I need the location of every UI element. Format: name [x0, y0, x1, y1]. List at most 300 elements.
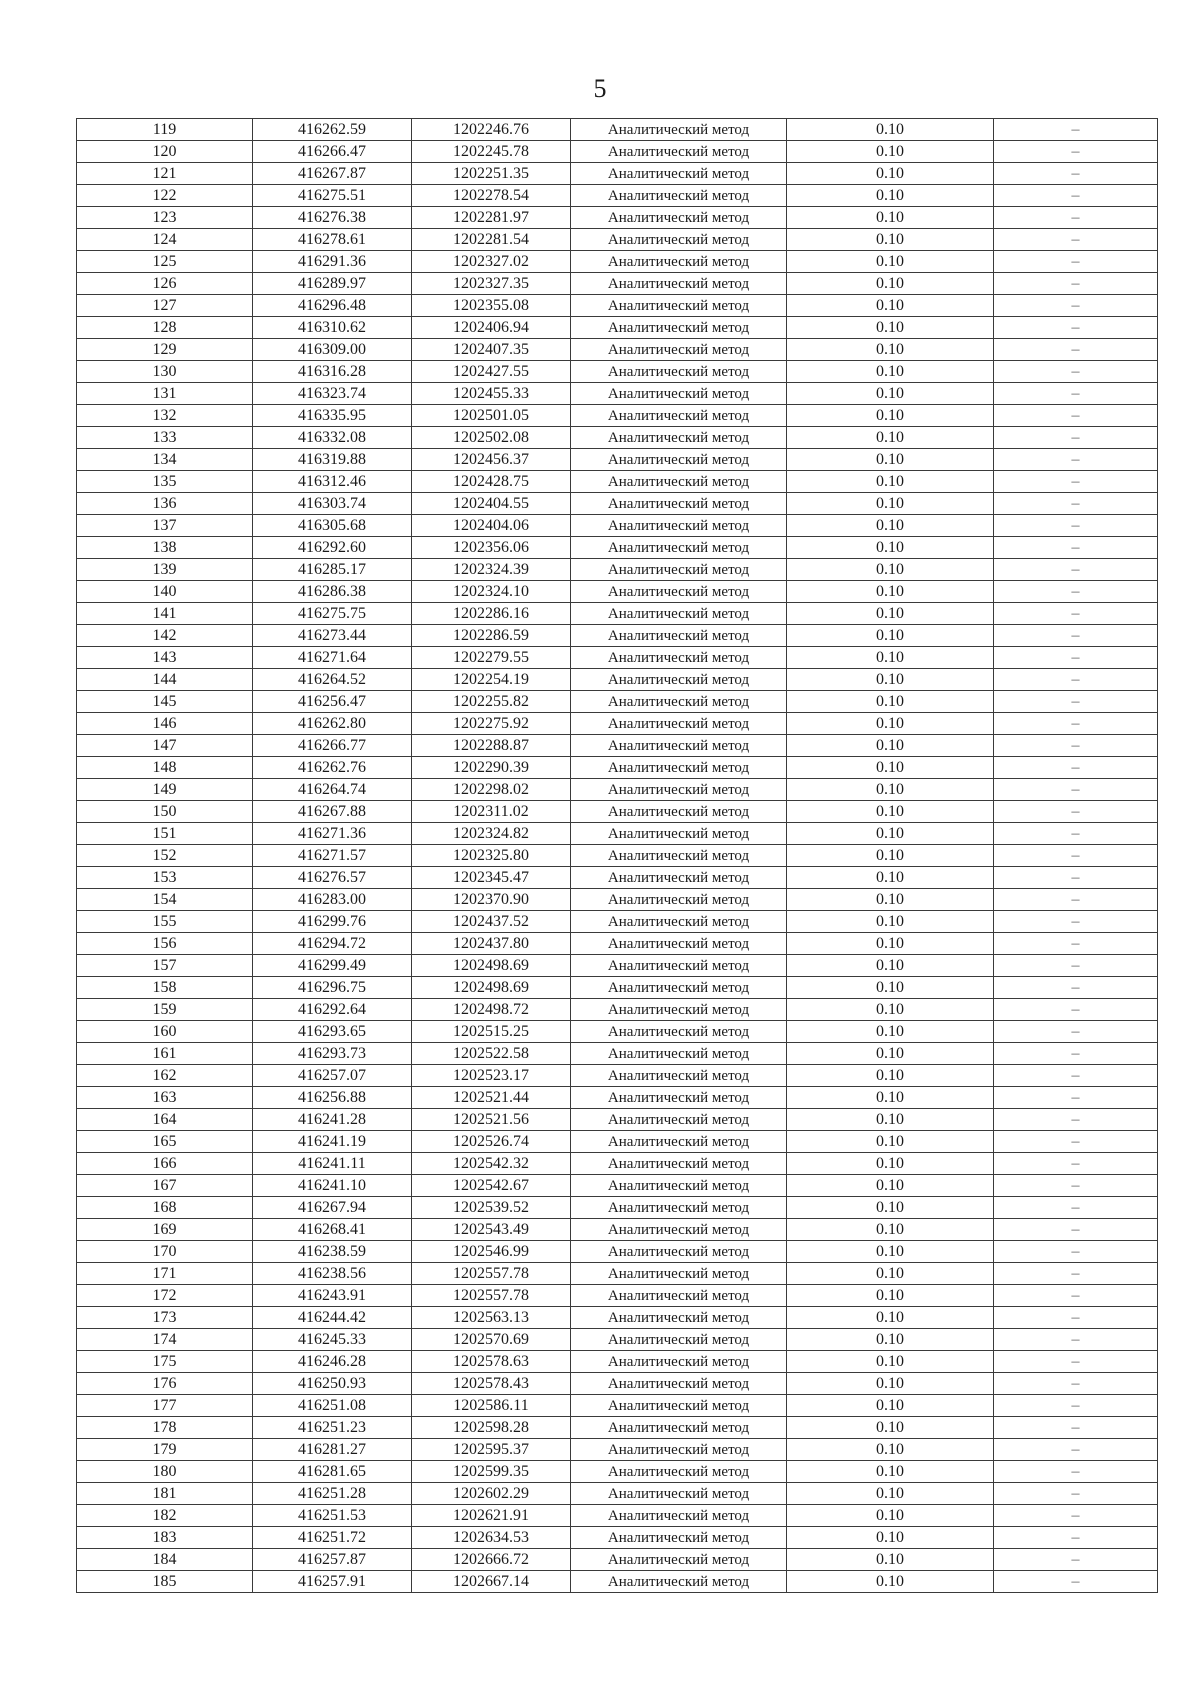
method-cell: Аналитический метод	[571, 1219, 787, 1241]
accuracy-cell: 0.10	[787, 1417, 994, 1439]
accuracy-cell: 0.10	[787, 713, 994, 735]
accuracy-cell: 0.10	[787, 757, 994, 779]
note-cell: –	[994, 625, 1158, 647]
accuracy-cell: 0.10	[787, 1395, 994, 1417]
note-cell: –	[994, 1109, 1158, 1131]
note-cell: –	[994, 163, 1158, 185]
accuracy-cell: 0.10	[787, 229, 994, 251]
x-coordinate-cell: 416238.56	[253, 1263, 412, 1285]
accuracy-cell: 0.10	[787, 295, 994, 317]
point-number-cell: 159	[77, 999, 253, 1021]
table-row	[77, 999, 1158, 1021]
point-number-cell: 143	[77, 647, 253, 669]
table-row	[77, 911, 1158, 933]
method-cell: Аналитический метод	[571, 1241, 787, 1263]
note-cell: –	[994, 251, 1158, 273]
point-number-cell: 137	[77, 515, 253, 537]
note-cell: –	[994, 559, 1158, 581]
table-row	[77, 141, 1158, 163]
note-cell: –	[994, 207, 1158, 229]
point-number-cell: 150	[77, 801, 253, 823]
accuracy-cell: 0.10	[787, 1549, 994, 1571]
y-coordinate-cell: 1202281.54	[412, 229, 571, 251]
method-cell: Аналитический метод	[571, 669, 787, 691]
note-cell: –	[994, 1153, 1158, 1175]
accuracy-cell: 0.10	[787, 1329, 994, 1351]
method-cell: Аналитический метод	[571, 1505, 787, 1527]
point-number-cell: 144	[77, 669, 253, 691]
accuracy-cell: 0.10	[787, 493, 994, 515]
note-cell: –	[994, 295, 1158, 317]
point-number-cell: 168	[77, 1197, 253, 1219]
point-number-cell: 154	[77, 889, 253, 911]
y-coordinate-cell: 1202521.44	[412, 1087, 571, 1109]
x-coordinate-cell: 416271.36	[253, 823, 412, 845]
point-number-cell: 136	[77, 493, 253, 515]
y-coordinate-cell: 1202327.35	[412, 273, 571, 295]
note-cell: –	[994, 537, 1158, 559]
note-cell: –	[994, 1197, 1158, 1219]
x-coordinate-cell: 416291.36	[253, 251, 412, 273]
x-coordinate-cell: 416241.28	[253, 1109, 412, 1131]
y-coordinate-cell: 1202522.58	[412, 1043, 571, 1065]
note-cell: –	[994, 889, 1158, 911]
method-cell: Аналитический метод	[571, 1417, 787, 1439]
point-number-cell: 176	[77, 1373, 253, 1395]
x-coordinate-cell: 416316.28	[253, 361, 412, 383]
method-cell: Аналитический метод	[571, 1461, 787, 1483]
point-number-cell: 155	[77, 911, 253, 933]
accuracy-cell: 0.10	[787, 1087, 994, 1109]
y-coordinate-cell: 1202288.87	[412, 735, 571, 757]
accuracy-cell: 0.10	[787, 141, 994, 163]
table-row	[77, 581, 1158, 603]
note-cell: –	[994, 1351, 1158, 1373]
point-number-cell: 184	[77, 1549, 253, 1571]
accuracy-cell: 0.10	[787, 1483, 994, 1505]
x-coordinate-cell: 416286.38	[253, 581, 412, 603]
note-cell: –	[994, 955, 1158, 977]
method-cell: Аналитический метод	[571, 1373, 787, 1395]
note-cell: –	[994, 867, 1158, 889]
point-number-cell: 156	[77, 933, 253, 955]
point-number-cell: 157	[77, 955, 253, 977]
x-coordinate-cell: 416309.00	[253, 339, 412, 361]
method-cell: Аналитический метод	[571, 1285, 787, 1307]
y-coordinate-cell: 1202324.10	[412, 581, 571, 603]
y-coordinate-cell: 1202281.97	[412, 207, 571, 229]
method-cell: Аналитический метод	[571, 559, 787, 581]
y-coordinate-cell: 1202455.33	[412, 383, 571, 405]
y-coordinate-cell: 1202586.11	[412, 1395, 571, 1417]
note-cell: –	[994, 1571, 1158, 1593]
x-coordinate-cell: 416296.48	[253, 295, 412, 317]
point-number-cell: 140	[77, 581, 253, 603]
method-cell: Аналитический метод	[571, 823, 787, 845]
x-coordinate-cell: 416266.47	[253, 141, 412, 163]
method-cell: Аналитический метод	[571, 735, 787, 757]
y-coordinate-cell: 1202557.78	[412, 1285, 571, 1307]
table-row	[77, 119, 1158, 141]
x-coordinate-cell: 416256.88	[253, 1087, 412, 1109]
accuracy-cell: 0.10	[787, 801, 994, 823]
x-coordinate-cell: 416256.47	[253, 691, 412, 713]
page-number: 5	[593, 74, 607, 103]
table-row	[77, 185, 1158, 207]
accuracy-cell: 0.10	[787, 955, 994, 977]
accuracy-cell: 0.10	[787, 1307, 994, 1329]
point-number-cell: 121	[77, 163, 253, 185]
method-cell: Аналитический метод	[571, 1043, 787, 1065]
table-row	[77, 713, 1158, 735]
accuracy-cell: 0.10	[787, 977, 994, 999]
y-coordinate-cell: 1202327.02	[412, 251, 571, 273]
method-cell: Аналитический метод	[571, 999, 787, 1021]
point-number-cell: 129	[77, 339, 253, 361]
point-number-cell: 185	[77, 1571, 253, 1593]
y-coordinate-cell: 1202539.52	[412, 1197, 571, 1219]
point-number-cell: 130	[77, 361, 253, 383]
x-coordinate-cell: 416271.57	[253, 845, 412, 867]
method-cell: Аналитический метод	[571, 1087, 787, 1109]
accuracy-cell: 0.10	[787, 603, 994, 625]
point-number-cell: 147	[77, 735, 253, 757]
y-coordinate-cell: 1202245.78	[412, 141, 571, 163]
x-coordinate-cell: 416250.93	[253, 1373, 412, 1395]
y-coordinate-cell: 1202599.35	[412, 1461, 571, 1483]
method-cell: Аналитический метод	[571, 229, 787, 251]
x-coordinate-cell: 416296.75	[253, 977, 412, 999]
method-cell: Аналитический метод	[571, 339, 787, 361]
table-row	[77, 1373, 1158, 1395]
method-cell: Аналитический метод	[571, 1395, 787, 1417]
y-coordinate-cell: 1202456.37	[412, 449, 571, 471]
accuracy-cell: 0.10	[787, 405, 994, 427]
x-coordinate-cell: 416273.44	[253, 625, 412, 647]
table-row	[77, 163, 1158, 185]
y-coordinate-cell: 1202595.37	[412, 1439, 571, 1461]
accuracy-cell: 0.10	[787, 207, 994, 229]
method-cell: Аналитический метод	[571, 207, 787, 229]
x-coordinate-cell: 416251.72	[253, 1527, 412, 1549]
note-cell: –	[994, 1461, 1158, 1483]
table-row	[77, 735, 1158, 757]
table-row	[77, 493, 1158, 515]
point-number-cell: 152	[77, 845, 253, 867]
y-coordinate-cell: 1202546.99	[412, 1241, 571, 1263]
note-cell: –	[994, 1549, 1158, 1571]
note-cell: –	[994, 691, 1158, 713]
y-coordinate-cell: 1202502.08	[412, 427, 571, 449]
accuracy-cell: 0.10	[787, 559, 994, 581]
y-coordinate-cell: 1202255.82	[412, 691, 571, 713]
table-row	[77, 537, 1158, 559]
method-cell: Аналитический метод	[571, 779, 787, 801]
x-coordinate-cell: 416305.68	[253, 515, 412, 537]
accuracy-cell: 0.10	[787, 1527, 994, 1549]
note-cell: –	[994, 273, 1158, 295]
method-cell: Аналитический метод	[571, 801, 787, 823]
accuracy-cell: 0.10	[787, 1219, 994, 1241]
x-coordinate-cell: 416241.19	[253, 1131, 412, 1153]
accuracy-cell: 0.10	[787, 1153, 994, 1175]
x-coordinate-cell: 416299.76	[253, 911, 412, 933]
x-coordinate-cell: 416262.59	[253, 119, 412, 141]
note-cell: –	[994, 845, 1158, 867]
y-coordinate-cell: 1202602.29	[412, 1483, 571, 1505]
x-coordinate-cell: 416267.87	[253, 163, 412, 185]
point-number-cell: 145	[77, 691, 253, 713]
method-cell: Аналитический метод	[571, 1549, 787, 1571]
y-coordinate-cell: 1202254.19	[412, 669, 571, 691]
method-cell: Аналитический метод	[571, 1263, 787, 1285]
x-coordinate-cell: 416257.91	[253, 1571, 412, 1593]
table-row	[77, 339, 1158, 361]
method-cell: Аналитический метод	[571, 405, 787, 427]
table-row	[77, 1219, 1158, 1241]
accuracy-cell: 0.10	[787, 889, 994, 911]
method-cell: Аналитический метод	[571, 911, 787, 933]
table-row	[77, 603, 1158, 625]
y-coordinate-cell: 1202498.69	[412, 955, 571, 977]
point-number-cell: 174	[77, 1329, 253, 1351]
point-number-cell: 163	[77, 1087, 253, 1109]
accuracy-cell: 0.10	[787, 1285, 994, 1307]
point-number-cell: 125	[77, 251, 253, 273]
y-coordinate-cell: 1202345.47	[412, 867, 571, 889]
point-number-cell: 161	[77, 1043, 253, 1065]
accuracy-cell: 0.10	[787, 647, 994, 669]
table-row	[77, 801, 1158, 823]
note-cell: –	[994, 647, 1158, 669]
point-number-cell: 119	[77, 119, 253, 141]
point-number-cell: 175	[77, 1351, 253, 1373]
accuracy-cell: 0.10	[787, 1021, 994, 1043]
method-cell: Аналитический метод	[571, 493, 787, 515]
y-coordinate-cell: 1202523.17	[412, 1065, 571, 1087]
note-cell: –	[994, 603, 1158, 625]
method-cell: Аналитический метод	[571, 955, 787, 977]
x-coordinate-cell: 416245.33	[253, 1329, 412, 1351]
x-coordinate-cell: 416244.42	[253, 1307, 412, 1329]
table-row	[77, 1483, 1158, 1505]
table-row	[77, 1285, 1158, 1307]
x-coordinate-cell: 416243.91	[253, 1285, 412, 1307]
coordinates-table-body	[77, 119, 1158, 1593]
method-cell: Аналитический метод	[571, 1439, 787, 1461]
accuracy-cell: 0.10	[787, 1241, 994, 1263]
y-coordinate-cell: 1202407.35	[412, 339, 571, 361]
note-cell: –	[994, 449, 1158, 471]
x-coordinate-cell: 416281.27	[253, 1439, 412, 1461]
method-cell: Аналитический метод	[571, 295, 787, 317]
note-cell: –	[994, 119, 1158, 141]
table-row	[77, 867, 1158, 889]
accuracy-cell: 0.10	[787, 845, 994, 867]
table-row	[77, 251, 1158, 273]
y-coordinate-cell: 1202578.63	[412, 1351, 571, 1373]
y-coordinate-cell: 1202275.92	[412, 713, 571, 735]
method-cell: Аналитический метод	[571, 845, 787, 867]
point-number-cell: 122	[77, 185, 253, 207]
accuracy-cell: 0.10	[787, 999, 994, 1021]
point-number-cell: 134	[77, 449, 253, 471]
x-coordinate-cell: 416276.57	[253, 867, 412, 889]
table-row	[77, 471, 1158, 493]
note-cell: –	[994, 713, 1158, 735]
point-number-cell: 139	[77, 559, 253, 581]
y-coordinate-cell: 1202498.69	[412, 977, 571, 999]
x-coordinate-cell: 416275.75	[253, 603, 412, 625]
accuracy-cell: 0.10	[787, 273, 994, 295]
y-coordinate-cell: 1202428.75	[412, 471, 571, 493]
note-cell: –	[994, 317, 1158, 339]
note-cell: –	[994, 1175, 1158, 1197]
note-cell: –	[994, 405, 1158, 427]
table-row	[77, 691, 1158, 713]
point-number-cell: 124	[77, 229, 253, 251]
accuracy-cell: 0.10	[787, 691, 994, 713]
y-coordinate-cell: 1202355.08	[412, 295, 571, 317]
accuracy-cell: 0.10	[787, 537, 994, 559]
table-row	[77, 823, 1158, 845]
table-row	[77, 757, 1158, 779]
point-number-cell: 177	[77, 1395, 253, 1417]
x-coordinate-cell: 416257.07	[253, 1065, 412, 1087]
y-coordinate-cell: 1202324.39	[412, 559, 571, 581]
accuracy-cell: 0.10	[787, 471, 994, 493]
y-coordinate-cell: 1202290.39	[412, 757, 571, 779]
method-cell: Аналитический метод	[571, 1153, 787, 1175]
note-cell: –	[994, 1483, 1158, 1505]
note-cell: –	[994, 779, 1158, 801]
note-cell: –	[994, 493, 1158, 515]
x-coordinate-cell: 416241.10	[253, 1175, 412, 1197]
table-row	[77, 427, 1158, 449]
method-cell: Аналитический метод	[571, 889, 787, 911]
method-cell: Аналитический метод	[571, 581, 787, 603]
x-coordinate-cell: 416278.61	[253, 229, 412, 251]
point-number-cell: 158	[77, 977, 253, 999]
table-row	[77, 889, 1158, 911]
table-row	[77, 1571, 1158, 1593]
method-cell: Аналитический метод	[571, 1329, 787, 1351]
y-coordinate-cell: 1202356.06	[412, 537, 571, 559]
table-row	[77, 1505, 1158, 1527]
method-cell: Аналитический метод	[571, 1307, 787, 1329]
point-number-cell: 179	[77, 1439, 253, 1461]
table-row	[77, 1043, 1158, 1065]
method-cell: Аналитический метод	[571, 1527, 787, 1549]
table-row	[77, 317, 1158, 339]
y-coordinate-cell: 1202666.72	[412, 1549, 571, 1571]
table-row	[77, 1153, 1158, 1175]
point-number-cell: 178	[77, 1417, 253, 1439]
method-cell: Аналитический метод	[571, 185, 787, 207]
y-coordinate-cell: 1202278.54	[412, 185, 571, 207]
accuracy-cell: 0.10	[787, 163, 994, 185]
x-coordinate-cell: 416319.88	[253, 449, 412, 471]
point-number-cell: 172	[77, 1285, 253, 1307]
table-row	[77, 779, 1158, 801]
point-number-cell: 148	[77, 757, 253, 779]
y-coordinate-cell: 1202526.74	[412, 1131, 571, 1153]
accuracy-cell: 0.10	[787, 1263, 994, 1285]
y-coordinate-cell: 1202557.78	[412, 1263, 571, 1285]
note-cell: –	[994, 1021, 1158, 1043]
table-row	[77, 1197, 1158, 1219]
table-row	[77, 669, 1158, 691]
method-cell: Аналитический метод	[571, 471, 787, 493]
table-row	[77, 515, 1158, 537]
note-cell: –	[994, 801, 1158, 823]
y-coordinate-cell: 1202324.82	[412, 823, 571, 845]
table-row	[77, 559, 1158, 581]
table-row	[77, 1395, 1158, 1417]
x-coordinate-cell: 416303.74	[253, 493, 412, 515]
accuracy-cell: 0.10	[787, 449, 994, 471]
y-coordinate-cell: 1202598.28	[412, 1417, 571, 1439]
x-coordinate-cell: 416251.08	[253, 1395, 412, 1417]
table-row	[77, 1527, 1158, 1549]
method-cell: Аналитический метод	[571, 1065, 787, 1087]
table-row	[77, 1109, 1158, 1131]
note-cell: –	[994, 977, 1158, 999]
accuracy-cell: 0.10	[787, 1043, 994, 1065]
table-row	[77, 955, 1158, 977]
x-coordinate-cell: 416268.41	[253, 1219, 412, 1241]
note-cell: –	[994, 1285, 1158, 1307]
point-number-cell: 173	[77, 1307, 253, 1329]
method-cell: Аналитический метод	[571, 1175, 787, 1197]
accuracy-cell: 0.10	[787, 1197, 994, 1219]
point-number-cell: 146	[77, 713, 253, 735]
method-cell: Аналитический метод	[571, 361, 787, 383]
y-coordinate-cell: 1202543.49	[412, 1219, 571, 1241]
note-cell: –	[994, 1263, 1158, 1285]
table-row	[77, 977, 1158, 999]
table-row	[77, 1175, 1158, 1197]
note-cell: –	[994, 823, 1158, 845]
point-number-cell: 167	[77, 1175, 253, 1197]
y-coordinate-cell: 1202542.67	[412, 1175, 571, 1197]
x-coordinate-cell: 416246.28	[253, 1351, 412, 1373]
method-cell: Аналитический метод	[571, 691, 787, 713]
method-cell: Аналитический метод	[571, 163, 787, 185]
note-cell: –	[994, 1087, 1158, 1109]
note-cell: –	[994, 471, 1158, 493]
y-coordinate-cell: 1202621.91	[412, 1505, 571, 1527]
y-coordinate-cell: 1202437.52	[412, 911, 571, 933]
method-cell: Аналитический метод	[571, 647, 787, 669]
x-coordinate-cell: 416294.72	[253, 933, 412, 955]
table-row	[77, 207, 1158, 229]
method-cell: Аналитический метод	[571, 427, 787, 449]
point-number-cell: 171	[77, 1263, 253, 1285]
table-row	[77, 647, 1158, 669]
table-row	[77, 449, 1158, 471]
point-number-cell: 160	[77, 1021, 253, 1043]
method-cell: Аналитический метод	[571, 757, 787, 779]
note-cell: –	[994, 141, 1158, 163]
point-number-cell: 133	[77, 427, 253, 449]
y-coordinate-cell: 1202667.14	[412, 1571, 571, 1593]
point-number-cell: 149	[77, 779, 253, 801]
x-coordinate-cell: 416285.17	[253, 559, 412, 581]
note-cell: –	[994, 339, 1158, 361]
method-cell: Аналитический метод	[571, 273, 787, 295]
point-number-cell: 138	[77, 537, 253, 559]
